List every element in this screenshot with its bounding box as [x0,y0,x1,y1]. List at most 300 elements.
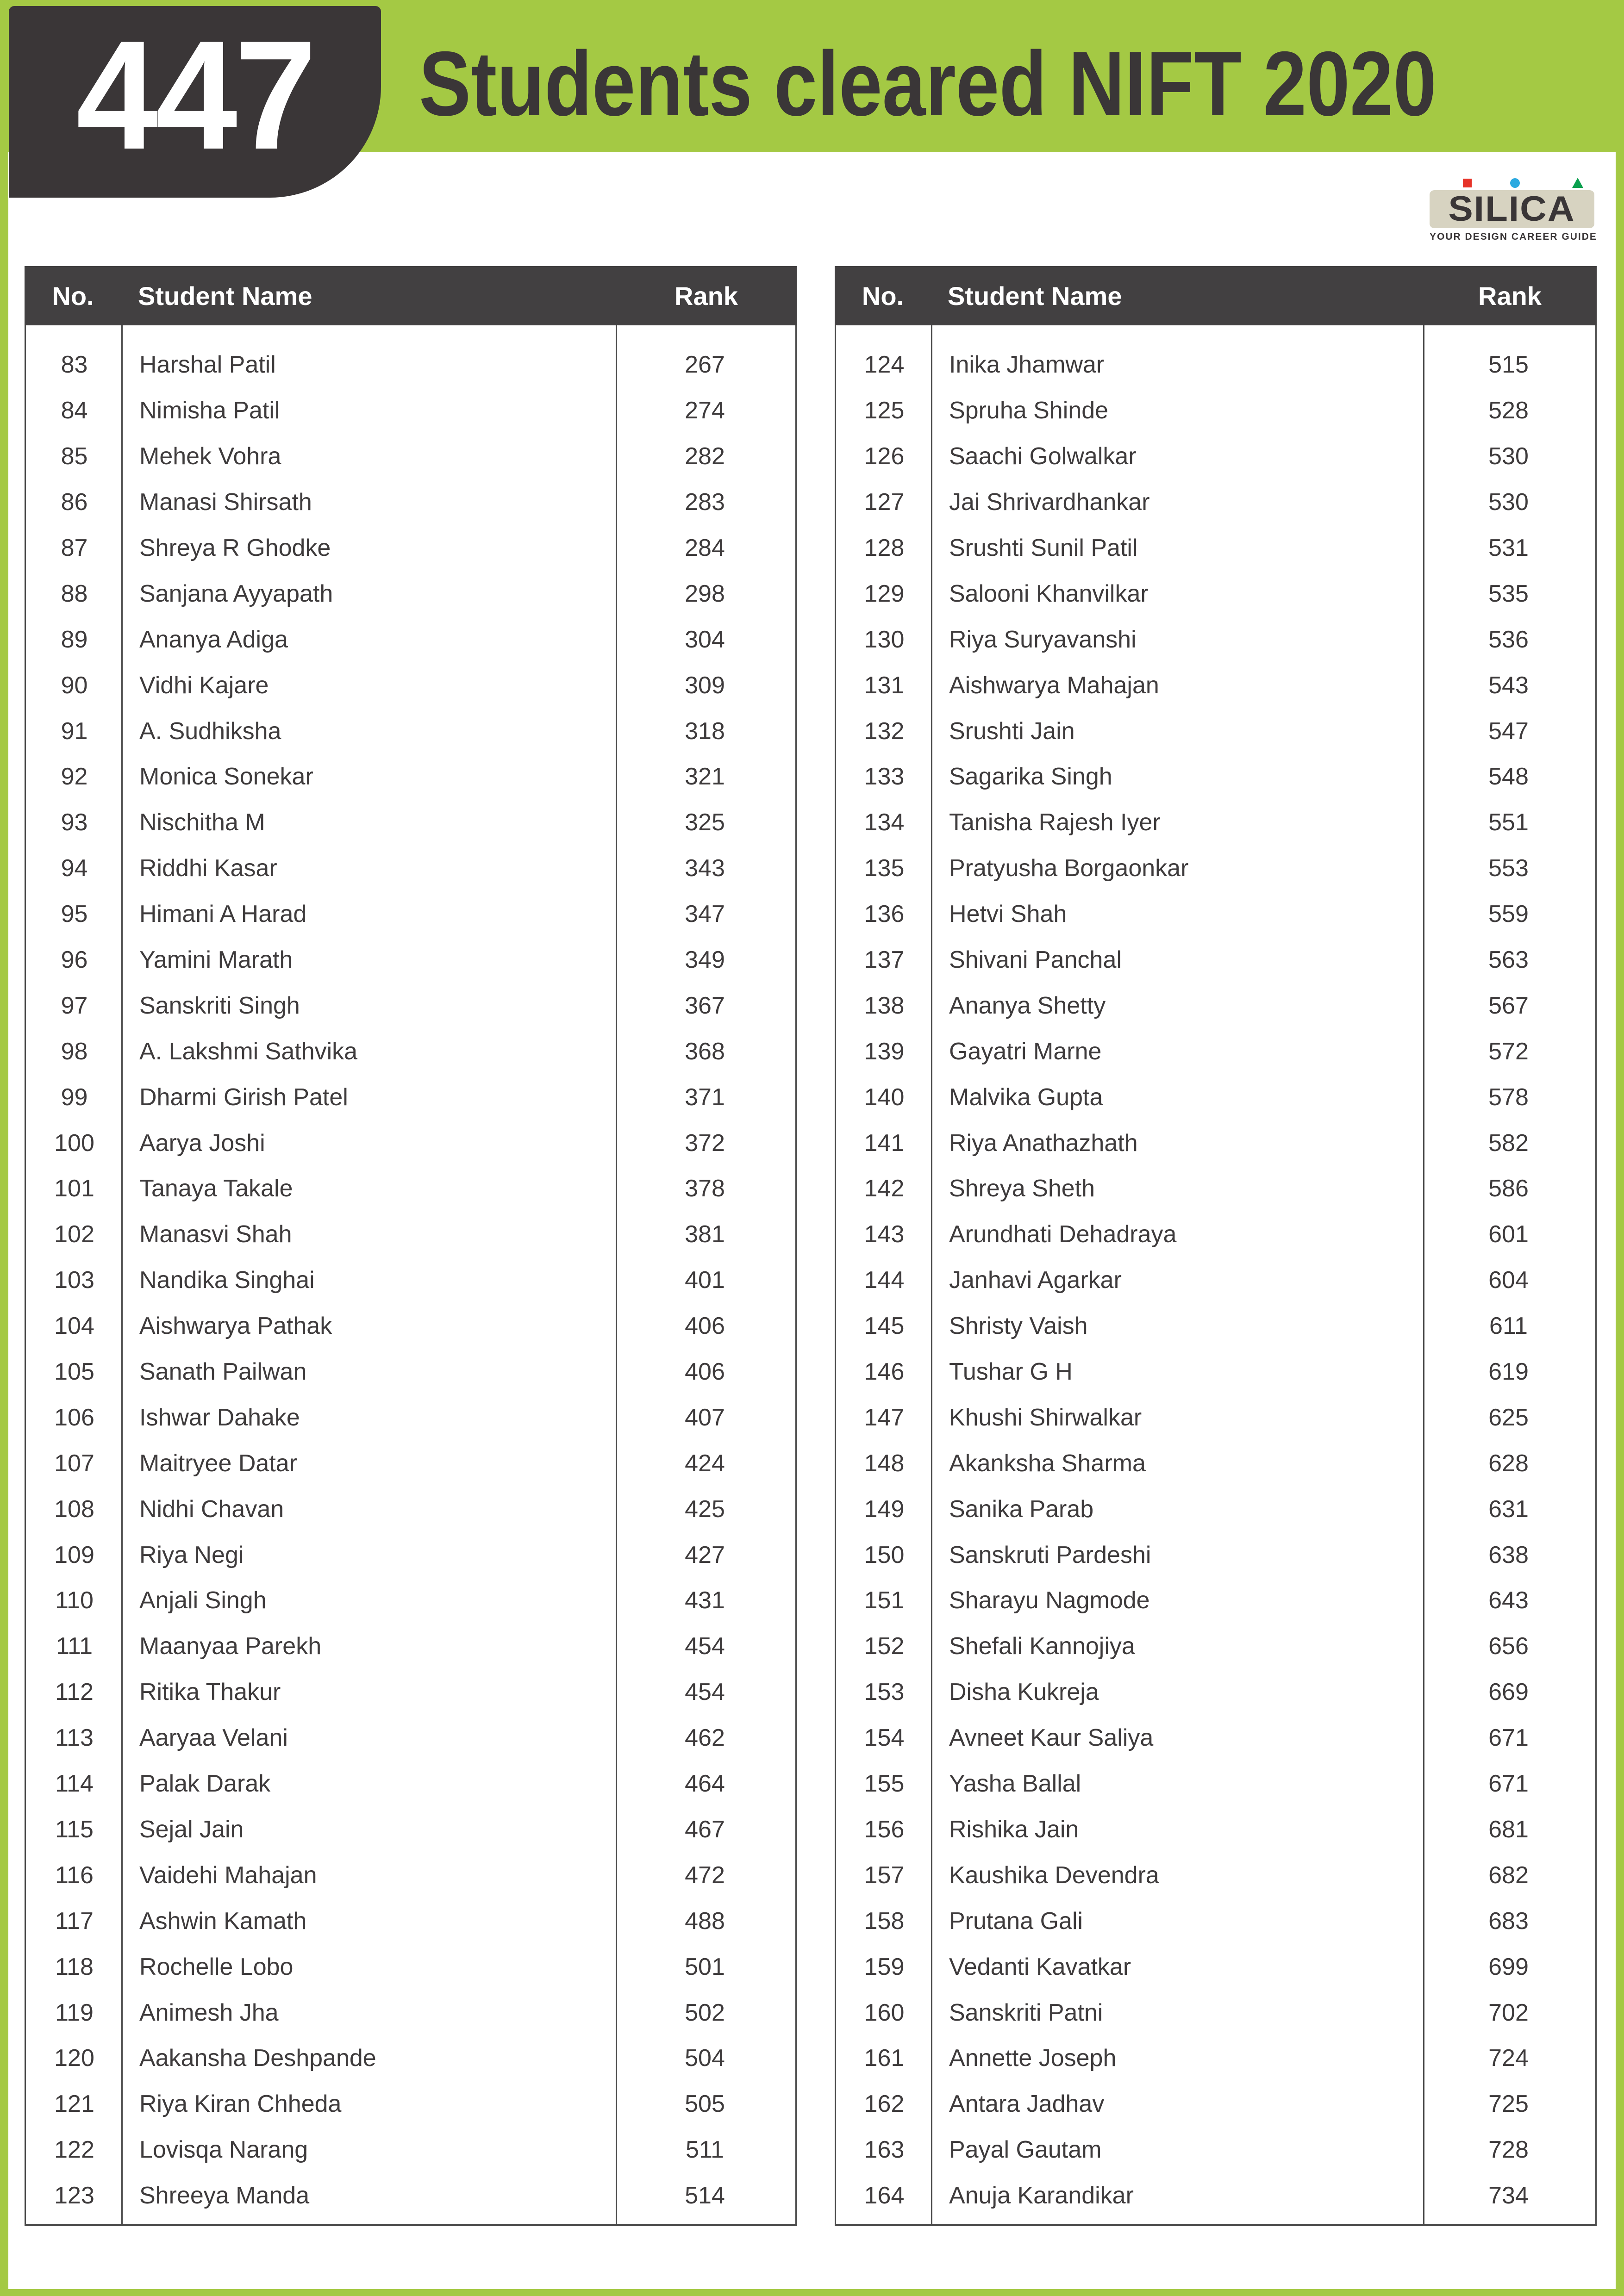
logo-green-triangle-icon [1572,178,1583,188]
row-name: Aakansha Deshpande [139,2045,376,2072]
row-rank: 671 [1488,1724,1529,1752]
table-body [835,325,1597,2226]
row-no: 96 [61,946,88,974]
table-row [26,937,795,983]
row-no: 126 [864,443,905,470]
row-no: 154 [864,1724,905,1752]
table-row [26,388,795,434]
row-no: 122 [54,2136,94,2164]
table-row [836,1578,1595,1624]
row-rank: 548 [1488,763,1529,790]
row-name: Vedanti Kavatkar [949,1953,1131,1980]
row-rank: 601 [1488,1221,1529,1248]
row-name: Mehek Vohra [139,443,281,470]
row-rank: 604 [1488,1267,1529,1294]
row-rank: 656 [1488,1633,1529,1660]
row-rank: 514 [685,2182,725,2209]
row-rank: 309 [685,672,725,699]
row-name: Sagarika Singh [949,763,1112,790]
table-row [836,1166,1595,1212]
table-row [26,754,795,800]
row-name: Tanisha Rajesh Iyer [949,809,1161,836]
row-no: 163 [864,2136,905,2164]
table-row [836,1257,1595,1303]
row-rank: 454 [685,1633,725,1660]
row-name: Shivani Panchal [949,946,1122,974]
table-row [836,662,1595,708]
row-no: 97 [61,992,88,1019]
table-row [836,1028,1595,1074]
table-row [26,1440,795,1486]
table-row [836,2127,1595,2173]
table-row [26,2173,795,2219]
row-no: 104 [54,1313,94,1340]
table-row [836,754,1595,800]
table-row [836,1715,1595,1761]
row-no: 123 [54,2182,94,2209]
row-name: Sanika Parab [949,1495,1094,1523]
row-name: Aishwarya Mahajan [949,672,1159,699]
row-name: Malvika Gupta [949,1083,1103,1111]
row-name: Jai Shrivardhankar [949,489,1150,516]
table-row [26,434,795,479]
column-header-rank: Rank [1478,281,1542,311]
row-name: Maitryee Datar [139,1450,297,1477]
column-header-rank: Rank [675,281,738,311]
row-rank: 535 [1488,580,1529,607]
row-name: Sanskriti Patni [949,1999,1103,2026]
row-rank: 505 [685,2091,725,2118]
row-rank: 547 [1488,717,1529,745]
table-row [26,1578,795,1624]
row-rank: 431 [685,1587,725,1614]
row-rank: 282 [685,443,725,470]
row-name: Monica Sonekar [139,763,313,790]
table-header-row [25,266,797,325]
column-header-name: Student Name [948,281,1122,311]
row-name: Anjali Singh [139,1587,267,1614]
row-no: 142 [864,1175,905,1202]
row-no: 111 [56,1633,93,1660]
row-no: 114 [55,1770,94,1798]
row-rank: 536 [1488,626,1529,653]
row-name: Aaryaa Velani [139,1724,288,1752]
table-row [26,1852,795,1898]
row-name: Rochelle Lobo [139,1953,294,1980]
row-rank: 406 [685,1313,725,1340]
logo-blue-circle-icon [1510,178,1520,188]
table-row [26,1349,795,1395]
table-row [26,708,795,754]
row-no: 158 [864,1907,905,1935]
row-rank: 367 [685,992,725,1019]
row-name: Srushti Jain [949,717,1075,745]
row-name: Inika Jhamwar [949,351,1105,379]
row-no: 133 [864,763,905,790]
row-rank: 543 [1488,672,1529,699]
table-row [26,1761,795,1807]
row-rank: 528 [1488,397,1529,424]
row-no: 137 [864,946,905,974]
row-name: Avneet Kaur Saliya [949,1724,1154,1752]
table-row [26,1990,795,2035]
table-row [836,800,1595,846]
table-row [26,2035,795,2081]
table-row [26,1166,795,1212]
row-name: A. Sudhiksha [139,717,281,745]
table-row [836,1486,1595,1532]
row-no: 127 [864,489,905,516]
table-row [836,434,1595,479]
row-no: 131 [864,672,905,699]
row-no: 150 [864,1541,905,1568]
row-no: 159 [864,1953,905,1980]
row-no: 85 [61,443,88,470]
table-row [26,1394,795,1440]
row-no: 141 [864,1129,905,1157]
table-row [26,1120,795,1166]
silica-logo [1430,179,1597,243]
logo-plate [1430,190,1594,228]
row-name: Yasha Ballal [949,1770,1081,1798]
row-rank: 728 [1488,2136,1529,2164]
row-rank: 349 [685,946,725,974]
row-rank: 669 [1488,1679,1529,1706]
row-name: Yamini Marath [139,946,293,974]
row-rank: 699 [1488,1953,1529,1980]
table-row [26,479,795,525]
row-name: A. Lakshmi Sathvika [139,1038,358,1065]
table-row [26,1624,795,1669]
row-rank: 553 [1488,855,1529,882]
row-no: 83 [61,351,88,379]
row-name: Dharmi Girish Patel [139,1083,348,1111]
row-no: 117 [55,1907,94,1935]
row-name: Gayatri Marne [949,1038,1102,1065]
row-rank: 284 [685,535,725,561]
row-rank: 368 [685,1038,725,1065]
logo-brand-text: SILICA [1448,189,1576,229]
row-rank: 304 [685,626,725,653]
row-rank: 734 [1488,2182,1529,2209]
row-rank: 631 [1488,1495,1529,1523]
row-rank: 406 [685,1358,725,1386]
row-rank: 464 [685,1770,725,1798]
row-no: 152 [864,1633,905,1660]
row-rank: 472 [685,1861,725,1889]
row-no: 164 [864,2182,905,2209]
row-rank: 488 [685,1907,725,1935]
row-name: Riddhi Kasar [139,855,277,882]
table-row [26,891,795,937]
row-no: 129 [864,580,905,607]
table-row [836,1394,1595,1440]
row-no: 160 [864,1999,905,2026]
row-name: Vaidehi Mahajan [139,1861,317,1889]
row-no: 155 [864,1770,905,1798]
logo-red-square-icon [1463,179,1472,187]
row-no: 145 [864,1313,905,1340]
row-no: 100 [54,1129,94,1157]
row-no: 101 [54,1175,94,1202]
row-name: Shreya Sheth [949,1175,1095,1202]
row-name: Riya Kiran Chheda [139,2091,342,2118]
row-rank: 321 [685,763,725,790]
row-no: 132 [864,717,905,745]
row-rank: 515 [1488,351,1529,379]
table-row [836,1898,1595,1944]
row-name: Riya Suryavanshi [949,626,1137,653]
table-row [836,571,1595,616]
column-divider [121,325,123,2224]
row-no: 86 [61,489,88,516]
row-rank: 681 [1488,1816,1529,1843]
row-no: 89 [61,626,88,653]
table-row [26,800,795,846]
row-no: 143 [864,1221,905,1248]
row-name: Nandika Singhai [139,1267,315,1294]
row-name: Tanaya Takale [139,1175,293,1202]
row-rank: 611 [1489,1313,1528,1340]
row-rank: 725 [1488,2091,1529,2118]
row-rank: 427 [685,1541,725,1568]
row-rank: 298 [685,580,725,607]
table-row [836,708,1595,754]
table-row [836,1440,1595,1486]
column-header-no: No. [52,281,94,311]
row-no: 103 [54,1267,94,1294]
row-rank: 274 [685,397,725,424]
row-name: Ananya Adiga [139,626,288,653]
row-rank: 586 [1488,1175,1529,1202]
row-name: Khushi Shirwalkar [949,1404,1142,1431]
row-rank: 467 [685,1816,725,1843]
row-name: Aarya Joshi [139,1129,265,1157]
row-no: 92 [61,763,88,790]
row-name: Ritika Thakur [139,1679,281,1706]
row-rank: 683 [1488,1907,1529,1935]
table-row [836,1761,1595,1807]
row-no: 98 [61,1038,88,1065]
table-row [26,616,795,662]
table-row [26,1303,795,1349]
row-name: Annette Joseph [949,2045,1117,2072]
row-rank: 567 [1488,992,1529,1019]
row-no: 106 [54,1404,94,1431]
table-row [836,2173,1595,2219]
row-name: Salooni Khanvilkar [949,580,1149,607]
row-name: Hetvi Shah [949,901,1067,928]
table-row [26,1898,795,1944]
row-name: Nidhi Chavan [139,1495,284,1523]
row-rank: 425 [685,1495,725,1523]
table-row [836,846,1595,891]
row-no: 118 [55,1953,94,1980]
column-header-name: Student Name [138,281,312,311]
row-rank: 702 [1488,1999,1529,2026]
row-name: Sanjana Ayyapath [139,580,333,607]
row-no: 84 [61,397,88,424]
row-no: 156 [864,1816,905,1843]
row-no: 95 [61,901,88,928]
row-rank: 267 [685,351,725,379]
row-no: 102 [54,1221,94,1248]
row-name: Palak Darak [139,1770,271,1798]
table-row [26,1669,795,1715]
row-rank: 563 [1488,946,1529,974]
table-row [26,1807,795,1853]
table-row [26,1715,795,1761]
row-name: Manasvi Shah [139,1221,292,1248]
row-name: Maanyaa Parekh [139,1633,322,1660]
row-name: Nimisha Patil [139,397,280,424]
row-name: Payal Gautam [949,2136,1102,2164]
row-rank: 424 [685,1450,725,1477]
row-name: Janhavi Agarkar [949,1267,1122,1294]
row-name: Riya Negi [139,1541,244,1568]
row-rank: 582 [1488,1129,1529,1157]
column-divider [1423,325,1424,2224]
row-name: Vidhi Kajare [139,672,269,699]
row-no: 125 [864,397,905,424]
row-no: 148 [864,1450,905,1477]
row-no: 161 [864,2045,905,2072]
row-name: Shreya R Ghodke [139,535,331,561]
row-no: 147 [864,1404,905,1431]
table-row [836,1349,1595,1395]
row-no: 157 [864,1861,905,1889]
row-rank: 401 [685,1267,725,1294]
row-name: Shristy Vaish [949,1313,1088,1340]
row-rank: 578 [1488,1083,1529,1111]
table-row [26,2127,795,2173]
table-row [836,388,1595,434]
table-row [836,2035,1595,2081]
results-table-right [835,266,1597,2226]
table-row [836,1532,1595,1578]
row-name: Ananya Shetty [949,992,1106,1019]
row-no: 119 [55,1999,94,2026]
row-no: 144 [864,1267,905,1294]
row-rank: 462 [685,1724,725,1752]
row-no: 99 [61,1083,88,1111]
table-row [836,2081,1595,2127]
row-name: Saachi Golwalkar [949,443,1137,470]
row-name: Rishika Jain [949,1816,1079,1843]
table-row [836,1944,1595,1990]
page-title: Students cleared NIFT 2020 [419,32,1437,135]
table-row [26,2081,795,2127]
results-table-left [25,266,797,2226]
row-rank: 643 [1488,1587,1529,1614]
row-rank: 559 [1488,901,1529,928]
row-rank: 501 [685,1953,725,1980]
column-divider [616,325,617,2224]
table-row [836,891,1595,937]
row-no: 105 [54,1358,94,1386]
row-rank: 283 [685,489,725,516]
row-name: Pratyusha Borgaonkar [949,855,1189,882]
row-no: 140 [864,1083,905,1111]
row-name: Tushar G H [949,1358,1073,1386]
count-value: 447 [76,8,314,181]
table-header-row [835,266,1597,325]
column-divider [931,325,932,2224]
row-name: Sanskriti Singh [139,992,300,1019]
row-rank: 619 [1488,1358,1529,1386]
table-row [836,1852,1595,1898]
row-rank: 504 [685,2045,725,2072]
row-rank: 671 [1488,1770,1529,1798]
row-no: 87 [61,535,88,561]
row-no: 124 [864,351,905,379]
table-row [26,1257,795,1303]
row-rank: 318 [685,717,725,745]
logo-tagline: YOUR DESIGN CAREER GUIDE [1430,231,1597,242]
row-rank: 628 [1488,1450,1529,1477]
row-rank: 724 [1488,2045,1529,2072]
row-no: 162 [864,2091,905,2118]
row-name: Prutana Gali [949,1907,1083,1935]
row-rank: 378 [685,1175,725,1202]
row-name: Sanath Pailwan [139,1358,307,1386]
row-no: 113 [55,1724,94,1752]
row-rank: 372 [685,1129,725,1157]
row-rank: 638 [1488,1541,1529,1568]
row-rank: 325 [685,809,725,836]
row-rank: 572 [1488,1038,1529,1065]
column-header-no: No. [862,281,904,311]
row-no: 93 [61,809,88,836]
table-row [26,1944,795,1990]
row-no: 153 [864,1679,905,1706]
table-row [26,983,795,1028]
row-no: 146 [864,1358,905,1386]
row-name: Shefali Kannojiya [949,1633,1135,1660]
row-rank: 502 [685,1999,725,2026]
row-name: Ishwar Dahake [139,1404,300,1431]
row-name: Nischitha M [139,809,265,836]
table-row [26,1486,795,1532]
row-no: 109 [54,1541,94,1568]
row-rank: 530 [1488,443,1529,470]
table-row [26,571,795,616]
row-name: Shreeya Manda [139,2182,310,2209]
row-rank: 343 [685,855,725,882]
table-row [836,1990,1595,2035]
row-name: Aishwarya Pathak [139,1313,332,1340]
row-no: 130 [864,626,905,653]
row-rank: 531 [1488,535,1529,561]
row-rank: 511 [686,2136,724,2164]
table-row [836,1624,1595,1669]
row-name: Anuja Karandikar [949,2182,1134,2209]
table-row [836,1074,1595,1120]
count-badge [9,6,381,198]
row-name: Manasi Shirsath [139,489,312,516]
row-name: Kaushika Devendra [949,1861,1159,1889]
row-no: 94 [61,855,88,882]
row-rank: 407 [685,1404,725,1431]
row-name: Sejal Jain [139,1816,244,1843]
row-rank: 625 [1488,1404,1529,1431]
row-name: Lovisqa Narang [139,2136,308,2164]
table-row [26,846,795,891]
row-rank: 371 [685,1083,725,1111]
row-no: 120 [54,2045,94,2072]
table-row [836,1669,1595,1715]
table-row [26,525,795,571]
